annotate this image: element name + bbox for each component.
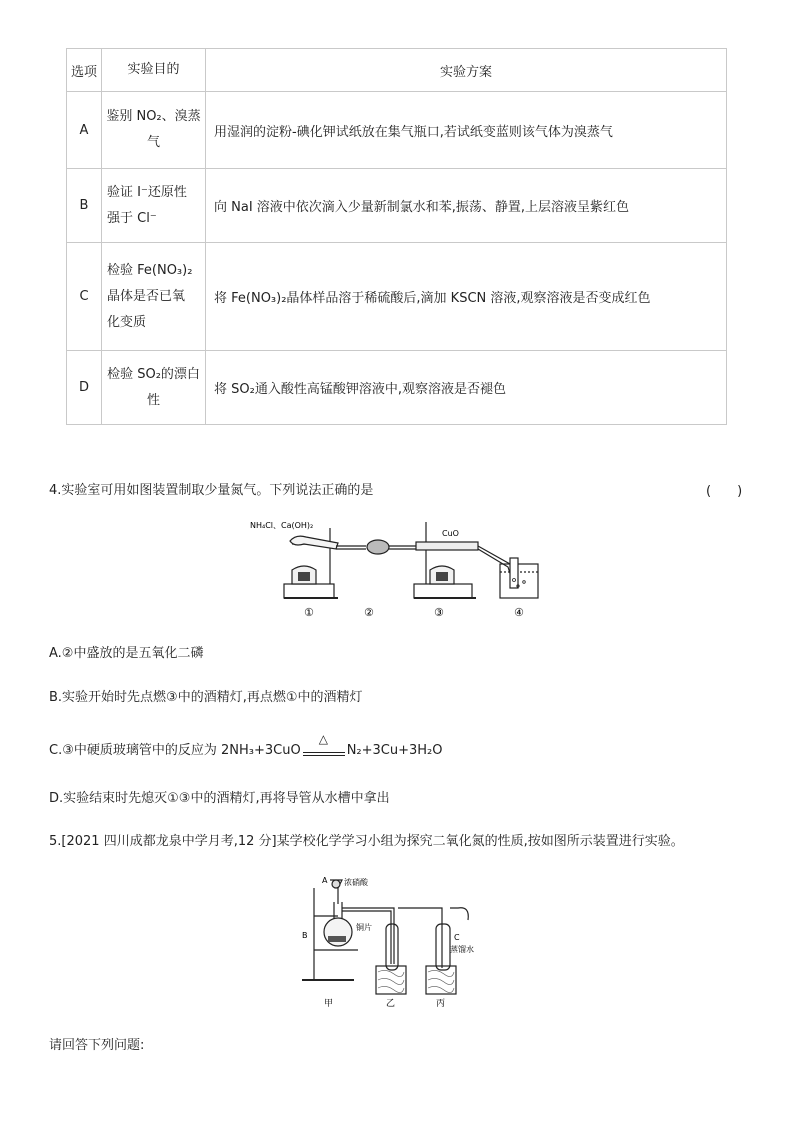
- no2-apparatus-figure: [298, 868, 498, 1010]
- row-aim-line: 鉴别 NO₂、溴蒸: [106, 109, 201, 124]
- header-aim: 实验目的: [102, 49, 206, 92]
- row-aim: [102, 243, 206, 351]
- row-plan: 用湿润的淀粉-碘化钾试纸放在集气瓶口,若试纸变蓝则该气体为溴蒸气: [206, 92, 727, 169]
- caption-bing: 丙: [436, 999, 446, 1009]
- nitrogen-apparatus-figure: [248, 514, 548, 622]
- reaction-arrow: [301, 731, 347, 758]
- row-aim-line: 气: [146, 135, 160, 150]
- figure-label-4: ④: [514, 606, 524, 619]
- row-plan: 将 Fe(NO₃)₂晶体样品溶于稀硫酸后,滴加 KSCN 溶液,观察溶液是否变成红色: [206, 243, 727, 351]
- caption-jia: 甲: [324, 999, 334, 1009]
- label-c: C: [454, 933, 460, 942]
- experiment-table: [66, 48, 727, 425]
- row-aim-line: 检验 Fe(NO₃)₂: [107, 262, 193, 278]
- row-aim-line: 晶体是否已氧: [107, 288, 186, 304]
- question-5-stem: 5.[2021 四川成都龙泉中学月考,12 分]某学校化学学习小组为探究二氧化氮的性质,按如图所示装置进行实验。: [49, 834, 684, 849]
- option-c-suffix: N₂+3Cu+3H₂O: [346, 743, 443, 758]
- heat-condition: △: [318, 731, 328, 746]
- table-row: [67, 92, 727, 169]
- figure-label-3: ③: [434, 606, 444, 619]
- table-row: [67, 169, 727, 243]
- answer-blank: ( ): [706, 484, 743, 499]
- row-option: D: [67, 351, 102, 425]
- question-4-stem: 4.实验室可用如图装置制取少量氮气。下列说法正确的是: [49, 483, 374, 498]
- row-option: A: [67, 92, 102, 169]
- row-aim: [102, 169, 206, 243]
- option-d: D.实验结束时先熄灭①③中的酒精灯,再将导管从水槽中拿出: [49, 791, 390, 806]
- option-c-prefix: C.③中硬质玻璃管中的反应为 2NH₃+3CuO: [49, 743, 301, 758]
- label-acid: 浓硝酸: [344, 878, 368, 887]
- reagent-label: NH₄Cl、Ca(OH)₂: [250, 521, 314, 530]
- row-aim-line: 检验 SO₂的漂白: [107, 366, 200, 382]
- option-c: [49, 731, 443, 758]
- table-row: [67, 351, 727, 425]
- label-a: A: [322, 876, 328, 885]
- question-5-prompt: 请回答下列问题:: [49, 1038, 145, 1053]
- row-plan: 向 NaI 溶液中依次滴入少量新制氯水和苯,振荡、静置,上层溶液呈紫红色: [206, 169, 727, 243]
- header-option: 选项: [67, 49, 102, 92]
- row-option: B: [67, 169, 102, 243]
- row-aim: [102, 351, 206, 425]
- option-b: B.实验开始时先点燃③中的酒精灯,再点燃①中的酒精灯: [49, 690, 363, 705]
- table-row: [67, 243, 727, 351]
- cuo-label: CuO: [442, 529, 459, 538]
- label-water: 蒸馏水: [450, 945, 474, 954]
- header-plan: 实验方案: [206, 49, 727, 92]
- figure-label-2: ②: [364, 606, 374, 619]
- row-aim-line: 性: [146, 392, 160, 408]
- row-aim-line: 化变质: [107, 314, 147, 330]
- row-aim-line: 强于 Cl⁻: [107, 210, 157, 226]
- row-aim: [102, 92, 206, 169]
- row-plan: 将 SO₂通入酸性高锰酸钾溶液中,观察溶液是否褪色: [206, 351, 727, 425]
- caption-yi: 乙: [386, 999, 396, 1009]
- label-copper: 铜片: [356, 923, 372, 932]
- row-option: C: [67, 243, 102, 351]
- figure-label-1: ①: [304, 606, 314, 619]
- option-a: A.②中盛放的是五氧化二磷: [49, 646, 204, 661]
- label-b: B: [302, 931, 308, 940]
- row-aim-line: 验证 I⁻还原性: [107, 184, 187, 200]
- table-header-row: [67, 49, 727, 92]
